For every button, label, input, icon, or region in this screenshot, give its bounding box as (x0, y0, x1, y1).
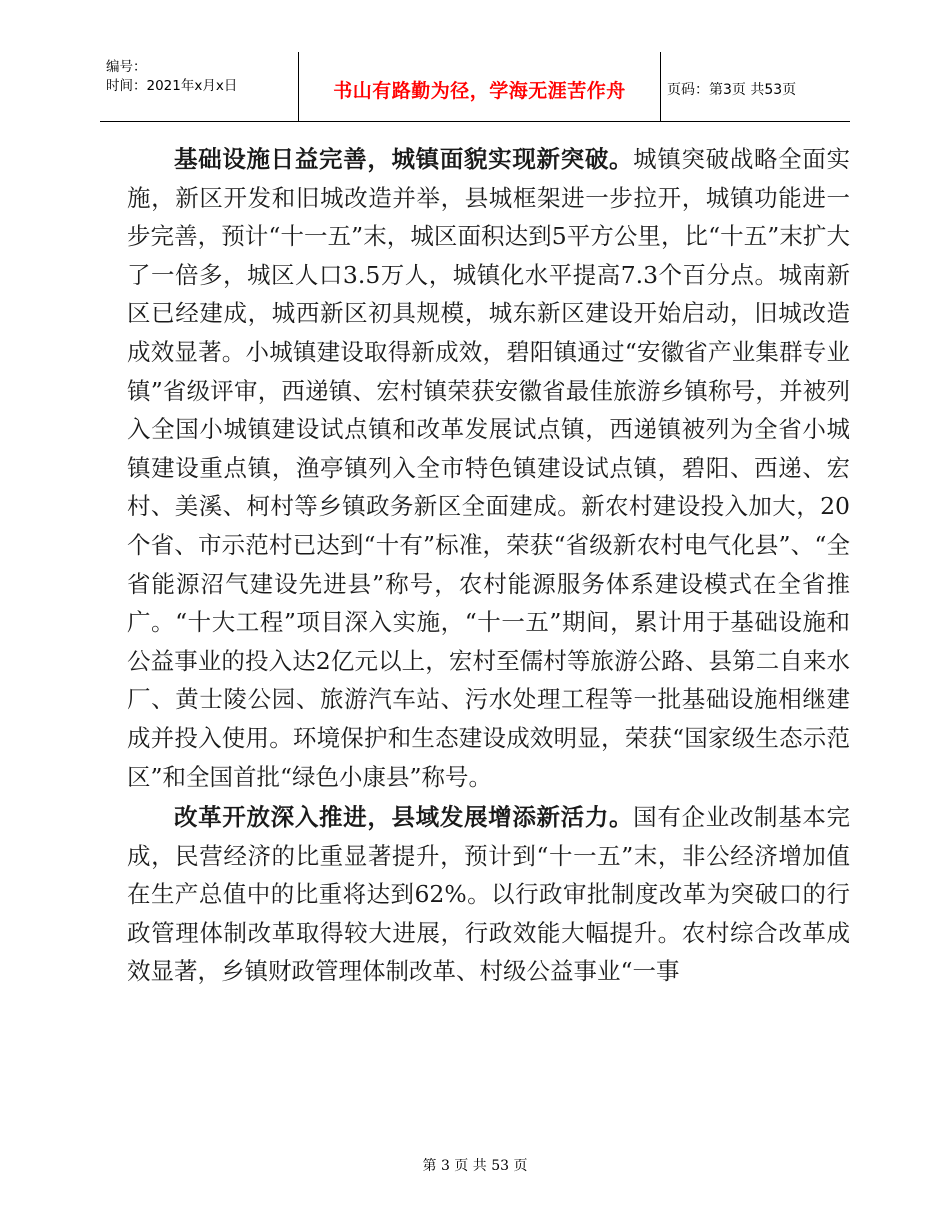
paragraph (127, 140, 850, 796)
header-motto: 书山有路勤为径，学海无涯苦作舟 (333, 80, 626, 102)
document-time: 时间：2021年x月x日 (106, 78, 238, 94)
header-divider (660, 52, 661, 122)
paragraph-text: 国有企业改制基本完成，民营经济的比重显著提升，预计到“十一五”末，非公经济增加值在生产总值中的比重将达到62%。以行政审批制度改革为突破口的行政管理体制改革取得较大进展，行政效能大幅提升。农村综合改革成效显著，乡镇财政管理体制改革、村级公益事业“一事 (127, 803, 851, 986)
document-body (127, 140, 850, 993)
header-page-info: 页码：第3页 共53页 (667, 82, 797, 98)
paragraph (127, 798, 850, 991)
paragraph-lead: 基础设施日益完善，城镇面貌实现新突破。 (174, 145, 634, 173)
header-rule (100, 121, 850, 122)
page-header (100, 52, 850, 122)
document-number-label: 编号： (106, 59, 147, 75)
paragraph-text: 城镇突破战略全面实施，新区开发和旧城改造并举，县城框架进一步拉开，城镇功能进一步完善，预计“十一五”末，城区面积达到5平方公里，比“十五”末扩大了一倍多，城区人口3.5万人，城镇化水平提高7.3个百分点。城南新区已经建成，城西新区初具规模，城东新区建设开始启动，旧城改造成效显著。小城镇建设取得新成效，碧阳镇通过“安徽省产业集群专业镇”省级评审，西递镇、宏村镇荣获安徽省最佳旅游乡镇称号，并被列入全国小城镇建设试点镇和改革发展试点镇，西递镇被列为全省小城镇建设重点镇，渔亭镇列入全市特色镇建设试点镇，碧阳、西递、宏村、美溪、柯村等乡镇政务新区全面建成。新农村建设投入加大，20个省、市示范村已达到“十有”标准，荣获“省级新农村电气化县”、“全省能源沼气建设先进县”称号，农村能源服务体系建设模式在全省推广。“十大工程”项目深入实施，“十一五”期间，累计用于基础设施和公益事业的投入达2亿元以上，宏村至儒村等旅游公路、县第二自来水厂、黄士陵公园、旅游汽车站、污水处理工程等一批基础设施相继建成并投入使用。环境保护和生态建设成效明显，荣获“国家级生态示范区”和全国首批“绿色小康县”称号。 (127, 145, 851, 791)
paragraph-lead: 改革开放深入推进，县域发展增添新活力。 (174, 803, 634, 832)
header-meta (106, 58, 296, 96)
page-footer: 第 3 页 共 53 页 (422, 1158, 528, 1174)
